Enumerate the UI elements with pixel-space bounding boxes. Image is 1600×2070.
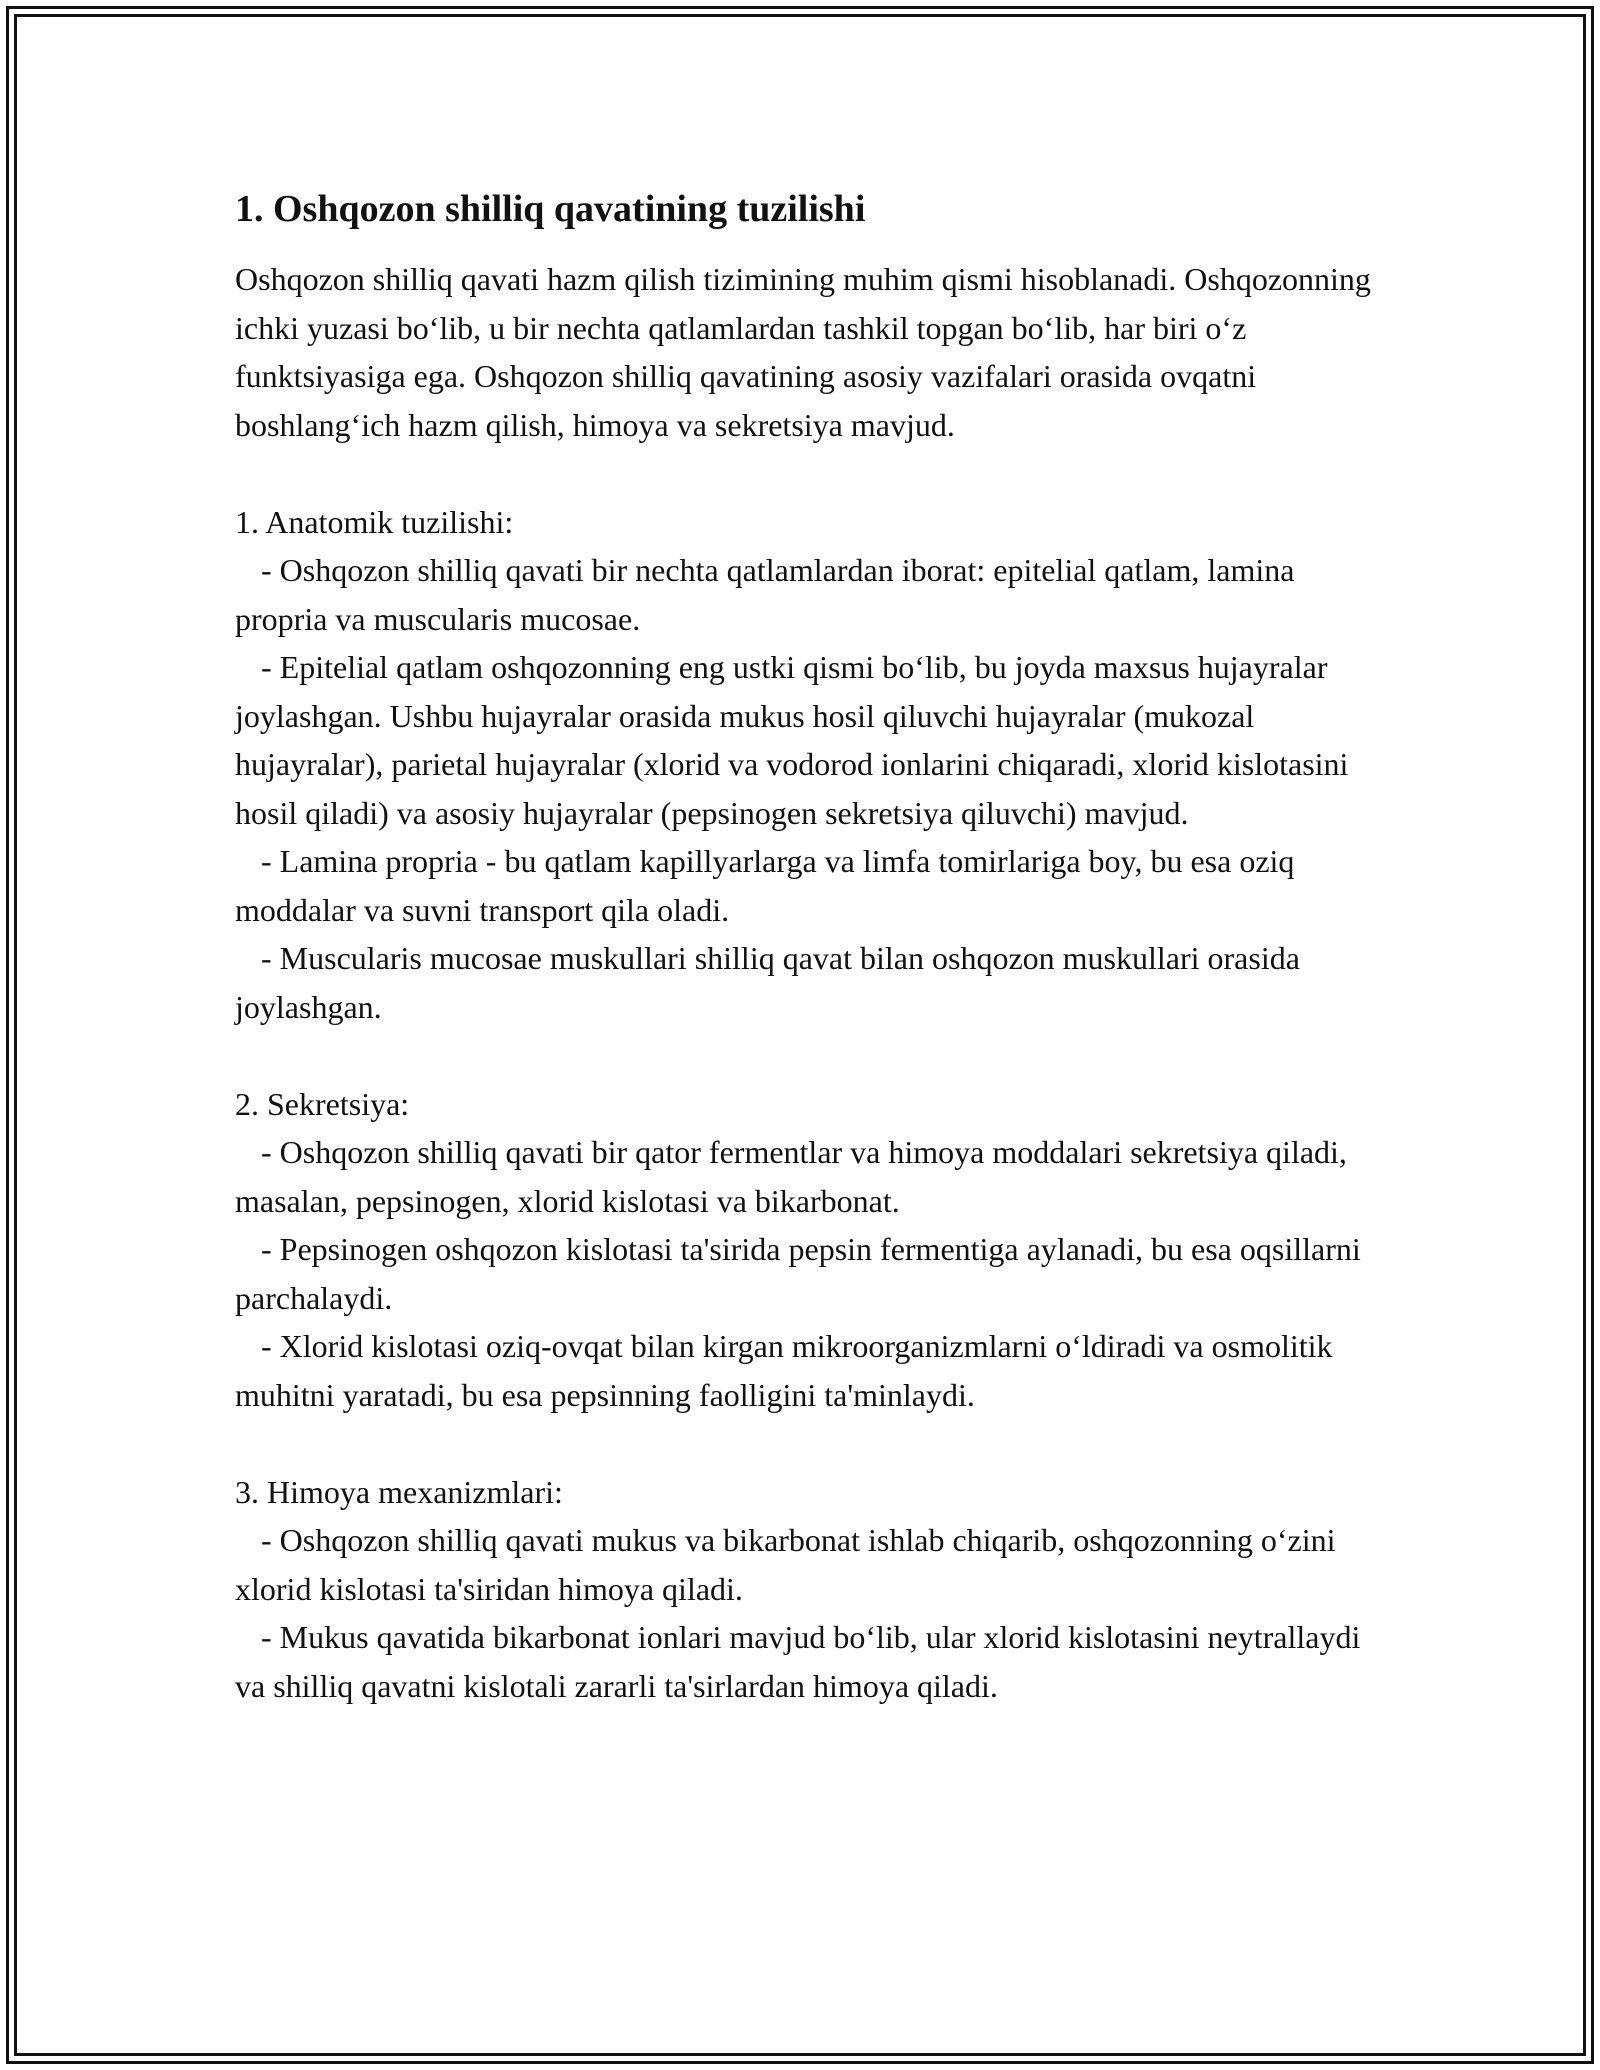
list-item: - Pepsinogen oshqozon kislotasi ta'sirida pepsin fermentiga aylanadi, bu esa oqsillarni parchalaydi.	[235, 1231, 1361, 1316]
section-heading: 1. Anatomik tuzilishi:	[235, 503, 514, 540]
section-protection	[235, 1468, 1375, 1711]
document-title: 1. Oshqozon shilliq qavatining tuzilishi	[235, 188, 866, 230]
spacer	[235, 449, 1375, 498]
list-item: - Oshqozon shilliq qavati bir qator fermentlar va himoya moddalari sekretsiya qiladi, masalan, pepsinogen, xlorid kislotasi va bikarbonat.	[235, 1134, 1347, 1219]
list-item: - Oshqozon shilliq qavati mukus va bikarbonat ishlab chiqarib, oshqozonning o‘zini xlorid kislotasi ta'siridan himoya qiladi.	[235, 1522, 1336, 1607]
section-heading: 2. Sekretsiya:	[235, 1085, 410, 1122]
spacer	[235, 1419, 1375, 1468]
spacer	[235, 1031, 1375, 1080]
list-item: - Oshqozon shilliq qavati bir nechta qatlamlardan iborat: epitelial qatlam, lamina propria va muscularis mucosae.	[235, 552, 1295, 637]
list-item: - Epitelial qatlam oshqozonning eng ustki qismi bo‘lib, bu joyda maxsus hujayralar joylashgan. Ushbu hujayralar orasida mukus hosil qiluvchi hujayralar (mukozal hujayralar), parietal hujayralar (xlorid va vodorod ionlarini chiqaradi, xlorid kislotasini hosil qiladi) va asosiy hujayralar (pepsinogen sekretsiya qiluvchi) mavjud.	[235, 649, 1349, 831]
section-secretion	[235, 1080, 1375, 1420]
list-item: - Muscularis mucosae muskullari shilliq qavat bilan oshqozon muskullari orasida joylashgan.	[235, 940, 1300, 1025]
list-item: - Xlorid kislotasi oziq-ovqat bilan kirgan mikroorganizmlarni o‘ldiradi va osmolitik muhitni yaratadi, bu esa pepsinning faolligini ta'minlaydi.	[235, 1328, 1333, 1413]
section-anatomy	[235, 498, 1375, 1032]
document-body	[235, 185, 1375, 1710]
intro-paragraph: Oshqozon shilliq qavati hazm qilish tizimining muhim qismi hisoblanadi. Oshqozonning ichki yuzasi bo‘lib, u bir nechta qatlamlardan tashkil topgan bo‘lib, har biri o‘z funktsiyasiga ega. Oshqozon shilliq qavatining asosiy vazifalari orasida ovqatni boshlang‘ich hazm qilish, himoya va sekretsiya mavjud.	[235, 261, 1371, 443]
list-item: - Lamina propria - bu qatlam kapillyarlarga va limfa tomirlariga boy, bu esa oziq moddalar va suvni transport qila oladi.	[235, 843, 1295, 928]
section-heading: 3. Himoya mexanizmlari:	[235, 1473, 563, 1510]
list-item: - Mukus qavatida bikarbonat ionlari mavjud bo‘lib, ular xlorid kislotasini neytrallaydi va shilliq qavatni kislotali zararli ta'sirlardan himoya qiladi.	[235, 1619, 1361, 1704]
